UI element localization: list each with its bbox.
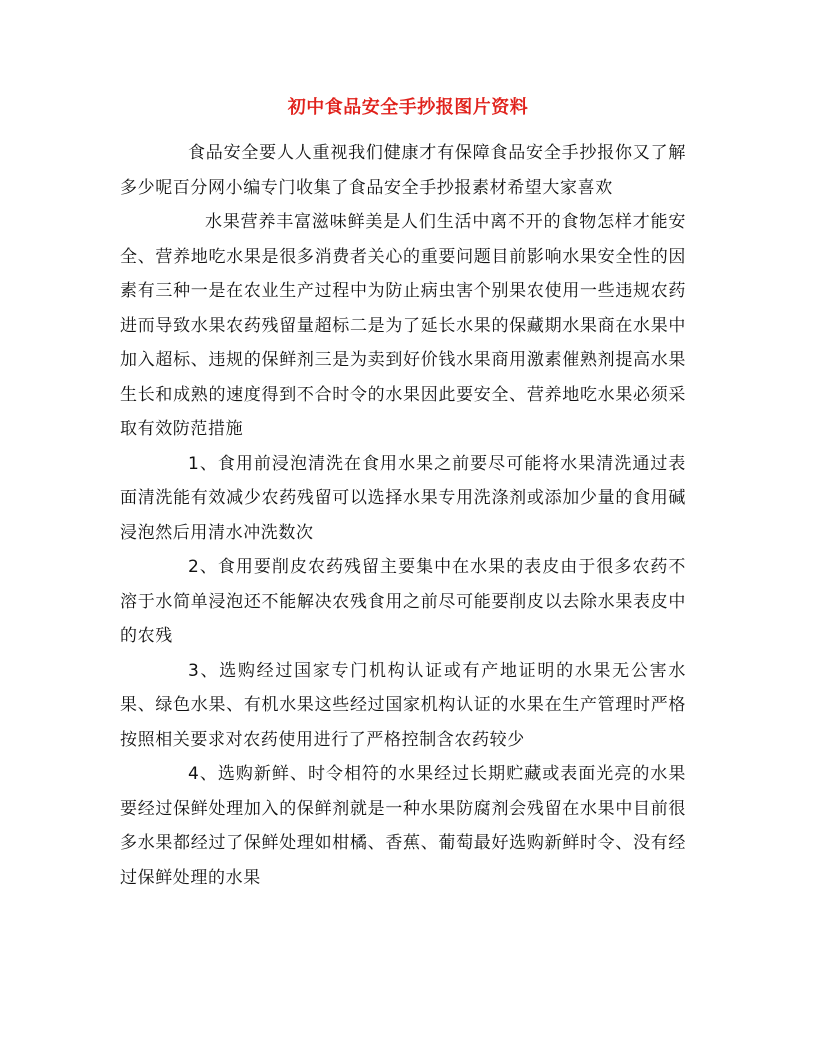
fruit-safety-paragraph: 水果营养丰富滋味鲜美是人们生活中离不开的食物怎样才能安全、营养地吃水果是很多消费者关心的重要问题目前影响水果安全性的因素有三种一是在农业生产过程中为防止病虫害个别果农使用一些违规农药进而导致水果农药残留量超标二是为了延长水果的保藏期水果商在水果中加入超标、违规的保鲜剂三是为卖到好价钱水果商用激素催熟剂提高水果生长和成熟的速度得到不合时令的水果因此要安全、营养地吃水果必须采取有效防范措施 (120, 212, 686, 439)
tip-4-paragraph: 4、选购新鲜、时令相符的水果经过长期贮藏或表面光亮的水果要经过保鲜处理加入的保鲜剂就是一种水果防腐剂会残留在水果中目前很多水果都经过了保鲜处理如柑橘、香蕉、葡萄最好选购新鲜时令、没有经过保鲜处理的水果 (120, 764, 686, 888)
tip-2-paragraph: 2、食用要削皮农药残留主要集中在水果的表皮由于很多农药不溶于水简单浸泡还不能解决农残食用之前尽可能要削皮以去除水果表皮中的农残 (120, 557, 686, 646)
tip-1-paragraph: 1、食用前浸泡清洗在食用水果之前要尽可能将水果清洗通过表面清洗能有效减少农药残留可以选择水果专用洗涤剂或添加少量的食用碱浸泡然后用清水冲洗数次 (120, 453, 686, 543)
intro-paragraph: 食品安全要人人重视我们健康才有保障食品安全手抄报你又了解多少呢百分网小编专门收集了食品安全手抄报素材希望大家喜欢 (120, 143, 686, 198)
document-body (120, 136, 686, 895)
document-title: 初中食品安全手抄报图片资料 (287, 97, 529, 118)
tip-3-paragraph: 3、选购经过国家专门机构认证或有产地证明的水果无公害水果、绿色水果、有机水果这些经过国家机构认证的水果在生产管理时严格按照相关要求对农药使用进行了严格控制含农药较少 (120, 660, 686, 750)
